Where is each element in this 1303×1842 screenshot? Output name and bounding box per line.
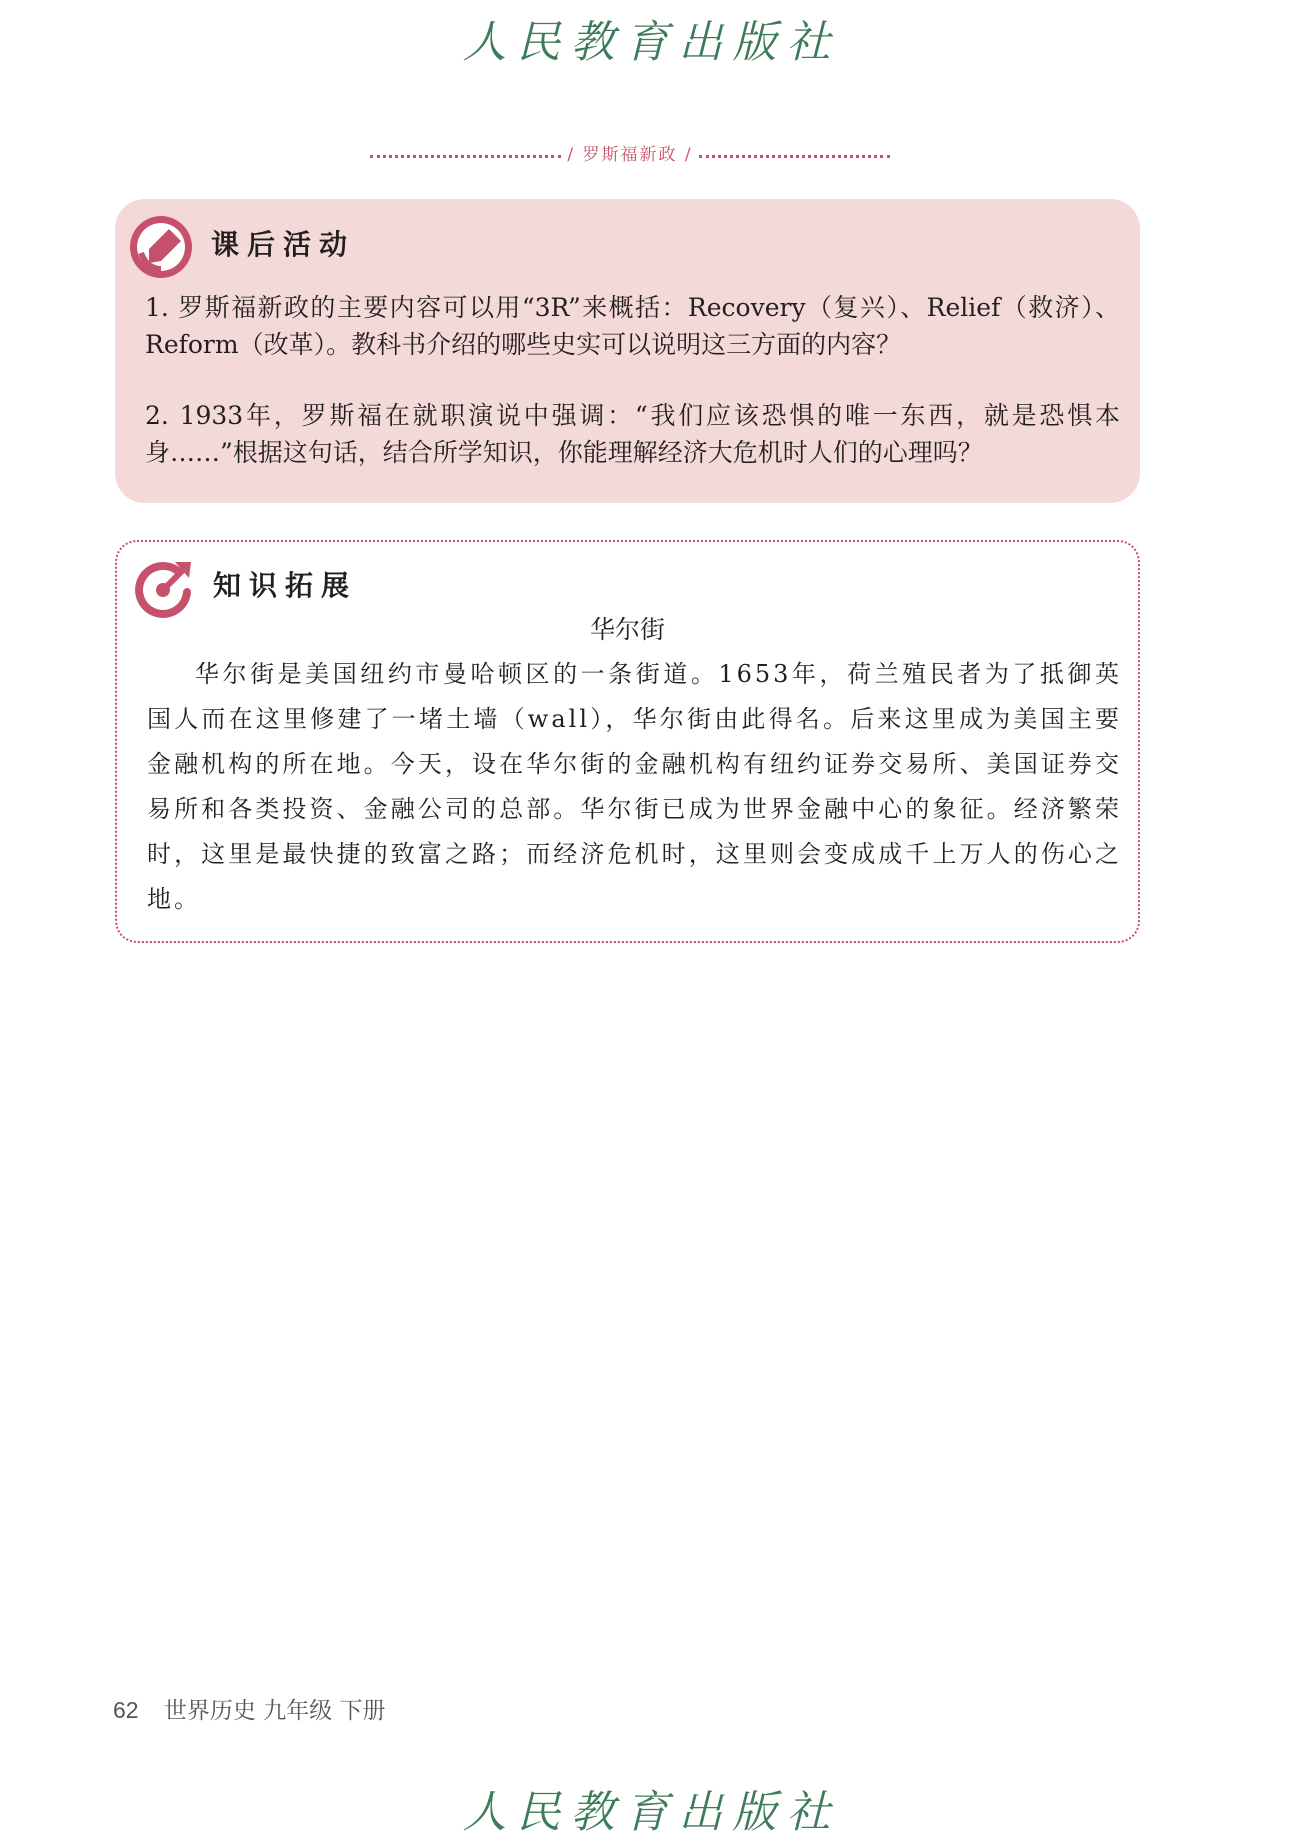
knowledge-subtitle: 华尔街 bbox=[589, 615, 665, 644]
running-head-dots-right bbox=[699, 155, 890, 158]
pencil-badge-icon bbox=[127, 213, 195, 281]
running-head-dots-left bbox=[370, 155, 561, 158]
activity-title: 课后活动 bbox=[211, 228, 356, 261]
knowledge-title: 知识拓展 bbox=[213, 569, 358, 602]
page-number: 62 bbox=[113, 1697, 139, 1723]
knowledge-box bbox=[115, 540, 1140, 943]
running-head-text: / 罗斯福新政 / bbox=[567, 145, 693, 165]
knowledge-body: 华尔街是美国纽约市曼哈顿区的一条街道。1653年，荷兰殖民者为了抵御英国人而在这里修建了一堵土墙（wall），华尔街由此得名。后来这里成为美国主要金融机构的所在地。今天，设在华尔街的金融机构有纽约证券交易所、美国证券交易所和各类投资、金融公司的总部。华尔街已成为世界金融中心的象征。经济繁荣时，这里是最快捷的致富之路；而经济危机时，这里则会变成成千上万人的伤心之地。 bbox=[147, 660, 1122, 913]
book-title: 世界历史 九年级 下册 bbox=[163, 1698, 386, 1724]
page-footer bbox=[113, 1692, 386, 1725]
activity-question-1: 1. 罗斯福新政的主要内容可以用“3R”来概括：Recovery（复兴）、Relief（救济）、Reform（改革）。教科书介绍的哪些史实可以说明这三方面的内容？ bbox=[145, 293, 1120, 359]
activity-box bbox=[115, 199, 1140, 503]
activity-question-2: 2. 1933年，罗斯福在就职演说中强调：“我们应该恐惧的唯一东西，就是恐惧本身……”根据这句话，结合所学知识，你能理解经济大危机时人们的心理吗？ bbox=[145, 401, 1120, 467]
running-head bbox=[370, 140, 890, 165]
publisher-logo-bottom: 人民教育出版社 bbox=[462, 1787, 841, 1838]
publisher-logo-top: 人民教育出版社 bbox=[462, 17, 841, 68]
